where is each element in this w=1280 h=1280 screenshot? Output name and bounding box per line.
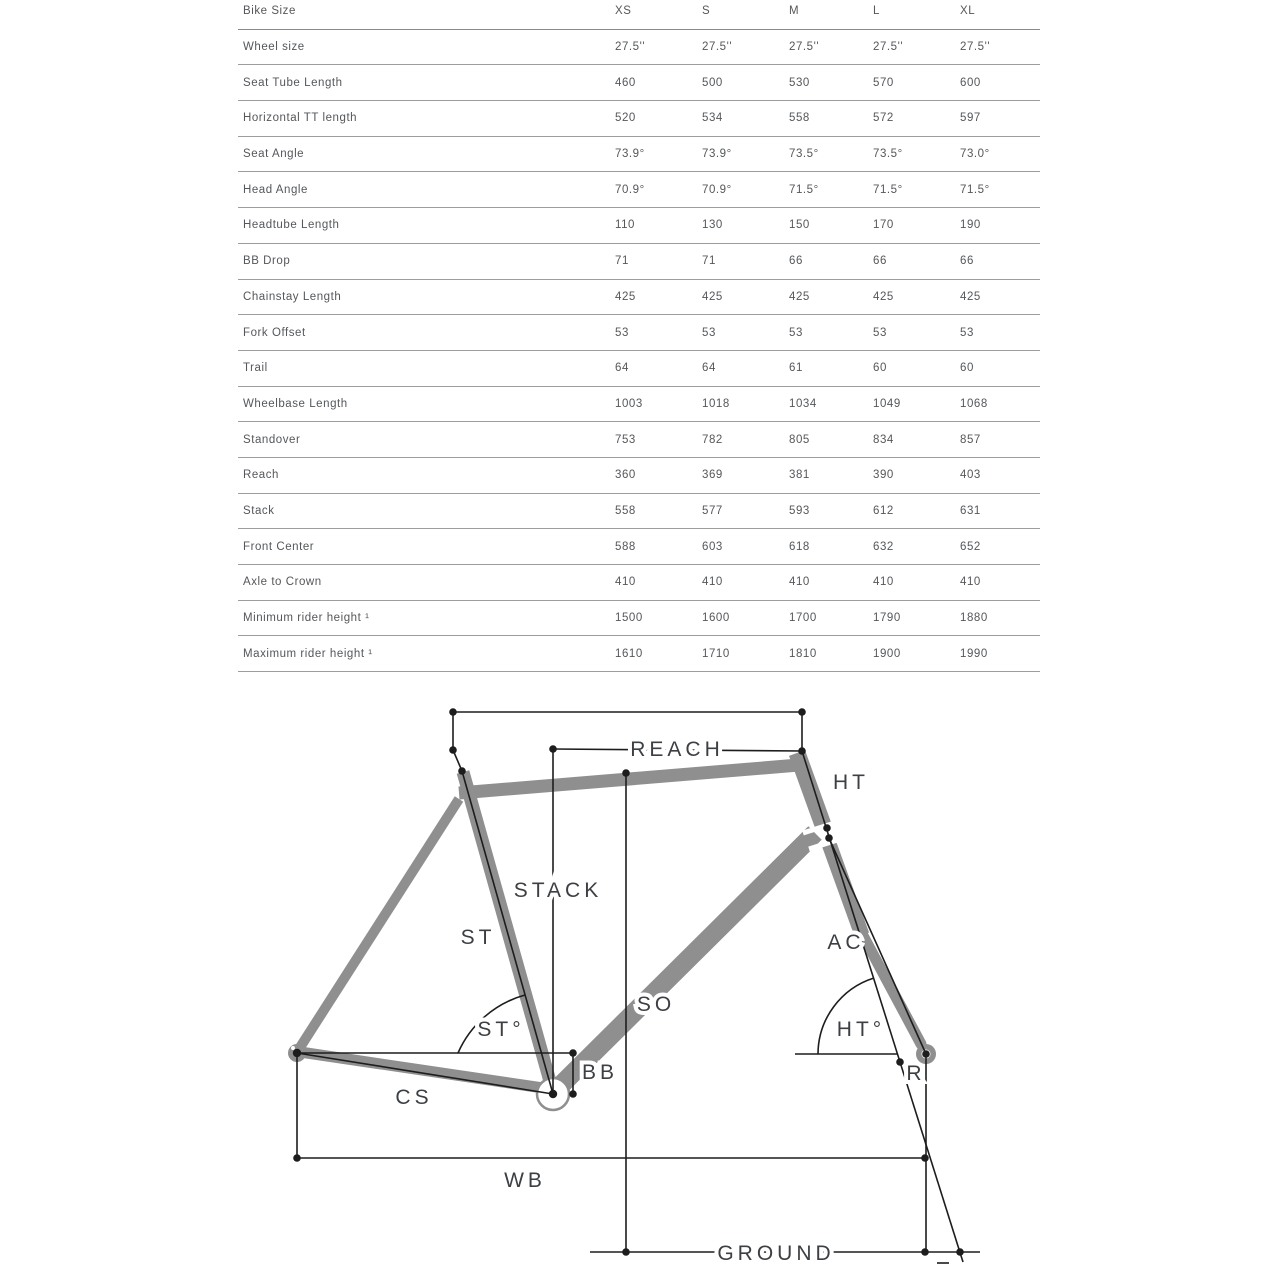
cell-value: 753: [615, 433, 636, 446]
cell-value: 410: [702, 576, 723, 589]
label-standover: SO: [636, 993, 676, 1016]
cell-value: 71.5°: [960, 183, 990, 196]
cell-value: 381: [789, 469, 810, 482]
label-trail: R: [906, 1062, 926, 1085]
cell-value: 597: [960, 112, 981, 125]
cell-value: 53: [789, 326, 803, 339]
cell-value: 460: [615, 76, 636, 89]
cell-value: 1700: [789, 612, 817, 625]
cell-value: 60: [960, 362, 974, 375]
row-label: Bike Size: [243, 5, 296, 18]
label-ground: GROUND: [717, 1242, 835, 1265]
cell-value: 410: [615, 576, 636, 589]
cell-value: 53: [960, 326, 974, 339]
cell-value: 410: [789, 576, 810, 589]
cell-value: 66: [960, 255, 974, 268]
cell-value: 558: [615, 504, 636, 517]
cell-value: 1610: [615, 647, 643, 660]
row-label: Horizontal TT length: [243, 112, 358, 125]
cell-value: 27.5'': [789, 41, 820, 54]
label-seat-angle: ST°: [477, 1018, 525, 1041]
cell-value: 588: [615, 540, 636, 553]
cell-value: 425: [960, 290, 981, 303]
label-head-angle: HT°: [836, 1018, 886, 1041]
cell-value: 71.5°: [873, 183, 903, 196]
cell-value: 403: [960, 469, 981, 482]
cell-value: 572: [873, 112, 894, 125]
cell-value: 410: [873, 576, 894, 589]
row-label: Reach: [243, 469, 279, 482]
cell-value: 425: [615, 290, 636, 303]
cell-value: 390: [873, 469, 894, 482]
cell-value: 631: [960, 504, 981, 517]
cell-value: 603: [702, 540, 723, 553]
row-label: Front Center: [243, 540, 315, 553]
cell-value: 130: [702, 219, 723, 232]
cell-value: 71.5°: [789, 183, 819, 196]
cell-value: 61: [789, 362, 803, 375]
cell-value: 73.5°: [789, 148, 819, 161]
cell-value: 66: [789, 255, 803, 268]
cell-value: 520: [615, 112, 636, 125]
cell-value: 425: [789, 290, 810, 303]
row-label: BB Drop: [243, 255, 291, 268]
row-label: Fork Offset: [243, 326, 306, 339]
cell-value: 530: [789, 76, 810, 89]
row-label: Maximum rider height ¹: [243, 647, 373, 660]
cell-value: 360: [615, 469, 636, 482]
label-seat-tube: ST: [460, 926, 496, 949]
cell-value: 53: [615, 326, 629, 339]
cell-value: 632: [873, 540, 894, 553]
row-label: Chainstay Length: [243, 290, 342, 303]
cell-value: 369: [702, 469, 723, 482]
label-head-tube: HT: [833, 771, 869, 794]
cell-value: 1018: [702, 397, 730, 410]
cell-value: 534: [702, 112, 723, 125]
row-label: Standover: [243, 433, 301, 446]
dimension-lines: [297, 712, 980, 1263]
cell-value: 612: [873, 504, 894, 517]
label-bb-drop: BB: [581, 1061, 619, 1084]
cell-value: 73.0°: [960, 148, 990, 161]
cell-value: 27.5'': [702, 41, 733, 54]
cell-value: 1790: [873, 612, 901, 625]
row-label: Trail: [243, 362, 268, 375]
cell-value: 425: [702, 290, 723, 303]
cell-value: XS: [615, 5, 632, 18]
cell-value: XL: [960, 5, 976, 18]
cell-value: 73.9°: [702, 148, 732, 161]
cell-value: 70.9°: [615, 183, 645, 196]
cell-value: 27.5'': [615, 41, 646, 54]
cell-value: 1900: [873, 647, 901, 660]
row-label: Seat Tube Length: [243, 76, 343, 89]
cell-value: 425: [873, 290, 894, 303]
cell-value: 577: [702, 504, 723, 517]
cell-value: 27.5'': [960, 41, 991, 54]
cell-value: 110: [615, 219, 635, 232]
cell-value: 410: [960, 576, 981, 589]
cell-value: 618: [789, 540, 810, 553]
cell-value: 500: [702, 76, 723, 89]
label-stack: STACK: [513, 879, 603, 902]
cell-value: 1500: [615, 612, 643, 625]
cell-value: 64: [615, 362, 629, 375]
cell-value: 558: [789, 112, 810, 125]
label-axle-crown: AC: [827, 931, 865, 954]
label-reach: REACH: [630, 738, 724, 761]
cell-value: L: [873, 5, 880, 18]
cell-value: 64: [702, 362, 716, 375]
cell-value: 1003: [615, 397, 643, 410]
cell-value: 53: [873, 326, 887, 339]
cell-value: 1049: [873, 397, 901, 410]
cell-value: 66: [873, 255, 887, 268]
cell-value: 60: [873, 362, 887, 375]
cell-value: 570: [873, 76, 894, 89]
row-label: Stack: [243, 504, 275, 517]
row-label: Minimum rider height ¹: [243, 612, 370, 625]
cell-value: 170: [873, 219, 894, 232]
cell-value: 71: [702, 255, 716, 268]
row-label: Wheelbase Length: [243, 397, 348, 410]
cell-value: 1710: [702, 647, 730, 660]
cell-value: 652: [960, 540, 981, 553]
cell-value: 1034: [789, 397, 817, 410]
cell-value: 1068: [960, 397, 988, 410]
cell-value: 150: [789, 219, 810, 232]
row-label: Headtube Length: [243, 219, 340, 232]
cell-value: 600: [960, 76, 981, 89]
row-label: Axle to Crown: [243, 576, 322, 589]
cell-value: 53: [702, 326, 716, 339]
cell-value: 190: [960, 219, 981, 232]
label-wheelbase: WB: [504, 1169, 546, 1192]
cell-value: 1880: [960, 612, 988, 625]
row-label: Head Angle: [243, 183, 308, 196]
cell-value: S: [702, 5, 711, 18]
cell-value: 27.5'': [873, 41, 904, 54]
cell-value: 1990: [960, 647, 988, 660]
cell-value: 1600: [702, 612, 730, 625]
cell-value: 834: [873, 433, 894, 446]
row-label: Wheel size: [243, 41, 305, 54]
cell-value: 593: [789, 504, 810, 517]
cell-value: 1810: [789, 647, 817, 660]
cell-value: 805: [789, 433, 810, 446]
cell-value: 782: [702, 433, 723, 446]
cell-value: 71: [615, 255, 629, 268]
cell-value: M: [789, 5, 800, 18]
cell-value: 857: [960, 433, 981, 446]
cell-value: 73.5°: [873, 148, 903, 161]
row-label: Seat Angle: [243, 148, 305, 161]
cell-value: 70.9°: [702, 183, 732, 196]
label-chainstay: CS: [395, 1086, 433, 1109]
cell-value: 73.9°: [615, 148, 645, 161]
